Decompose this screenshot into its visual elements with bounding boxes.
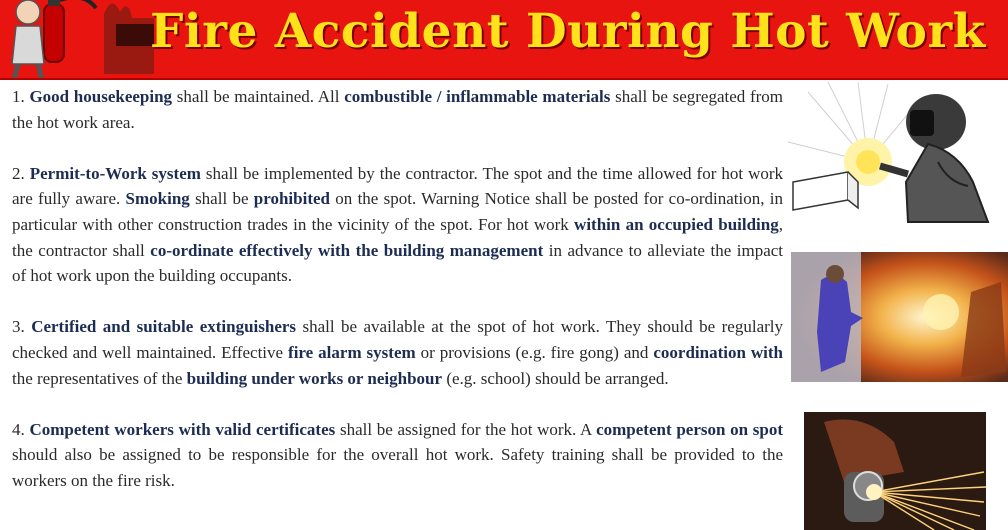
guideline-paragraph [12, 314, 783, 391]
grinding-sparks-photo-icon [804, 412, 986, 530]
body-text: the representatives of the [12, 368, 187, 388]
body-text: shall be [189, 189, 254, 209]
explosion-photo-icon [791, 252, 1008, 382]
body-text: or provisions (e.g. fire gong) and [415, 342, 654, 362]
emphasis-text: prohibited [253, 189, 330, 209]
body-text: , the contractor shall [12, 214, 783, 260]
emphasis-text: Good housekeeping [29, 87, 173, 106]
emphasis-text: Certified and suitable extinguishers [31, 317, 297, 337]
paragraph-number: 1. [12, 87, 30, 106]
body-text: in advance to alleviate the impact of hot work upon the building occupants. [12, 240, 784, 286]
welder-illustration [788, 82, 1003, 224]
body-text: shall be assigned for the hot work. A [335, 419, 597, 439]
emphasis-text: coordination with [653, 342, 783, 362]
explosion-photo [791, 252, 1008, 382]
paragraph-number: 3. [12, 317, 32, 337]
body-text: shall be segregated from the hot work area. [12, 87, 783, 132]
emphasis-text: Permit-to-Work system [29, 163, 201, 183]
emphasis-text: combustible / inflammable materials [344, 87, 611, 106]
guideline-paragraph [12, 161, 783, 289]
emphasis-text: Smoking [125, 189, 190, 209]
safety-guidelines [12, 84, 783, 519]
guideline-paragraph [12, 417, 783, 494]
grinding-sparks-photo [804, 412, 986, 530]
body-text: on the spot. Warning Notice shall be posted for co-ordination, in particular with other construction trades in the vicinity of the spot. For hot work [12, 189, 783, 234]
emphasis-text: building under works or neighbour [186, 368, 443, 388]
emphasis-text: within an occupied building [574, 214, 779, 234]
header-banner [0, 0, 1008, 80]
body-text: should also be assigned to be responsible for the overall hot work. Safety training shall be provided to the workers on the fire risk. [12, 445, 783, 490]
emphasis-text: Competent workers with valid certificates [29, 419, 336, 439]
emphasis-text: co-ordinate effectively with the building management [150, 240, 544, 260]
body-text: shall be maintained. All [172, 87, 345, 106]
firefighter-mascot-icon [4, 0, 154, 80]
guideline-paragraph [12, 84, 783, 135]
body-text: shall be implemented by the contractor. The spot and the time allowed for hot work are fully aware. [12, 163, 784, 209]
body-text: (e.g. school) should be arranged. [442, 368, 669, 388]
emphasis-text: fire alarm system [288, 342, 416, 362]
paragraph-number: 2. [12, 163, 30, 183]
page-title: Fire Accident During Hot Work [150, 4, 986, 59]
welder-sketch-icon [788, 82, 1003, 224]
paragraph-number: 4. [12, 419, 30, 439]
emphasis-text: competent person on spot [596, 419, 783, 439]
body-text: shall be available at the spot of hot work. They should be regularly checked and well maintained. Effective [12, 317, 784, 362]
